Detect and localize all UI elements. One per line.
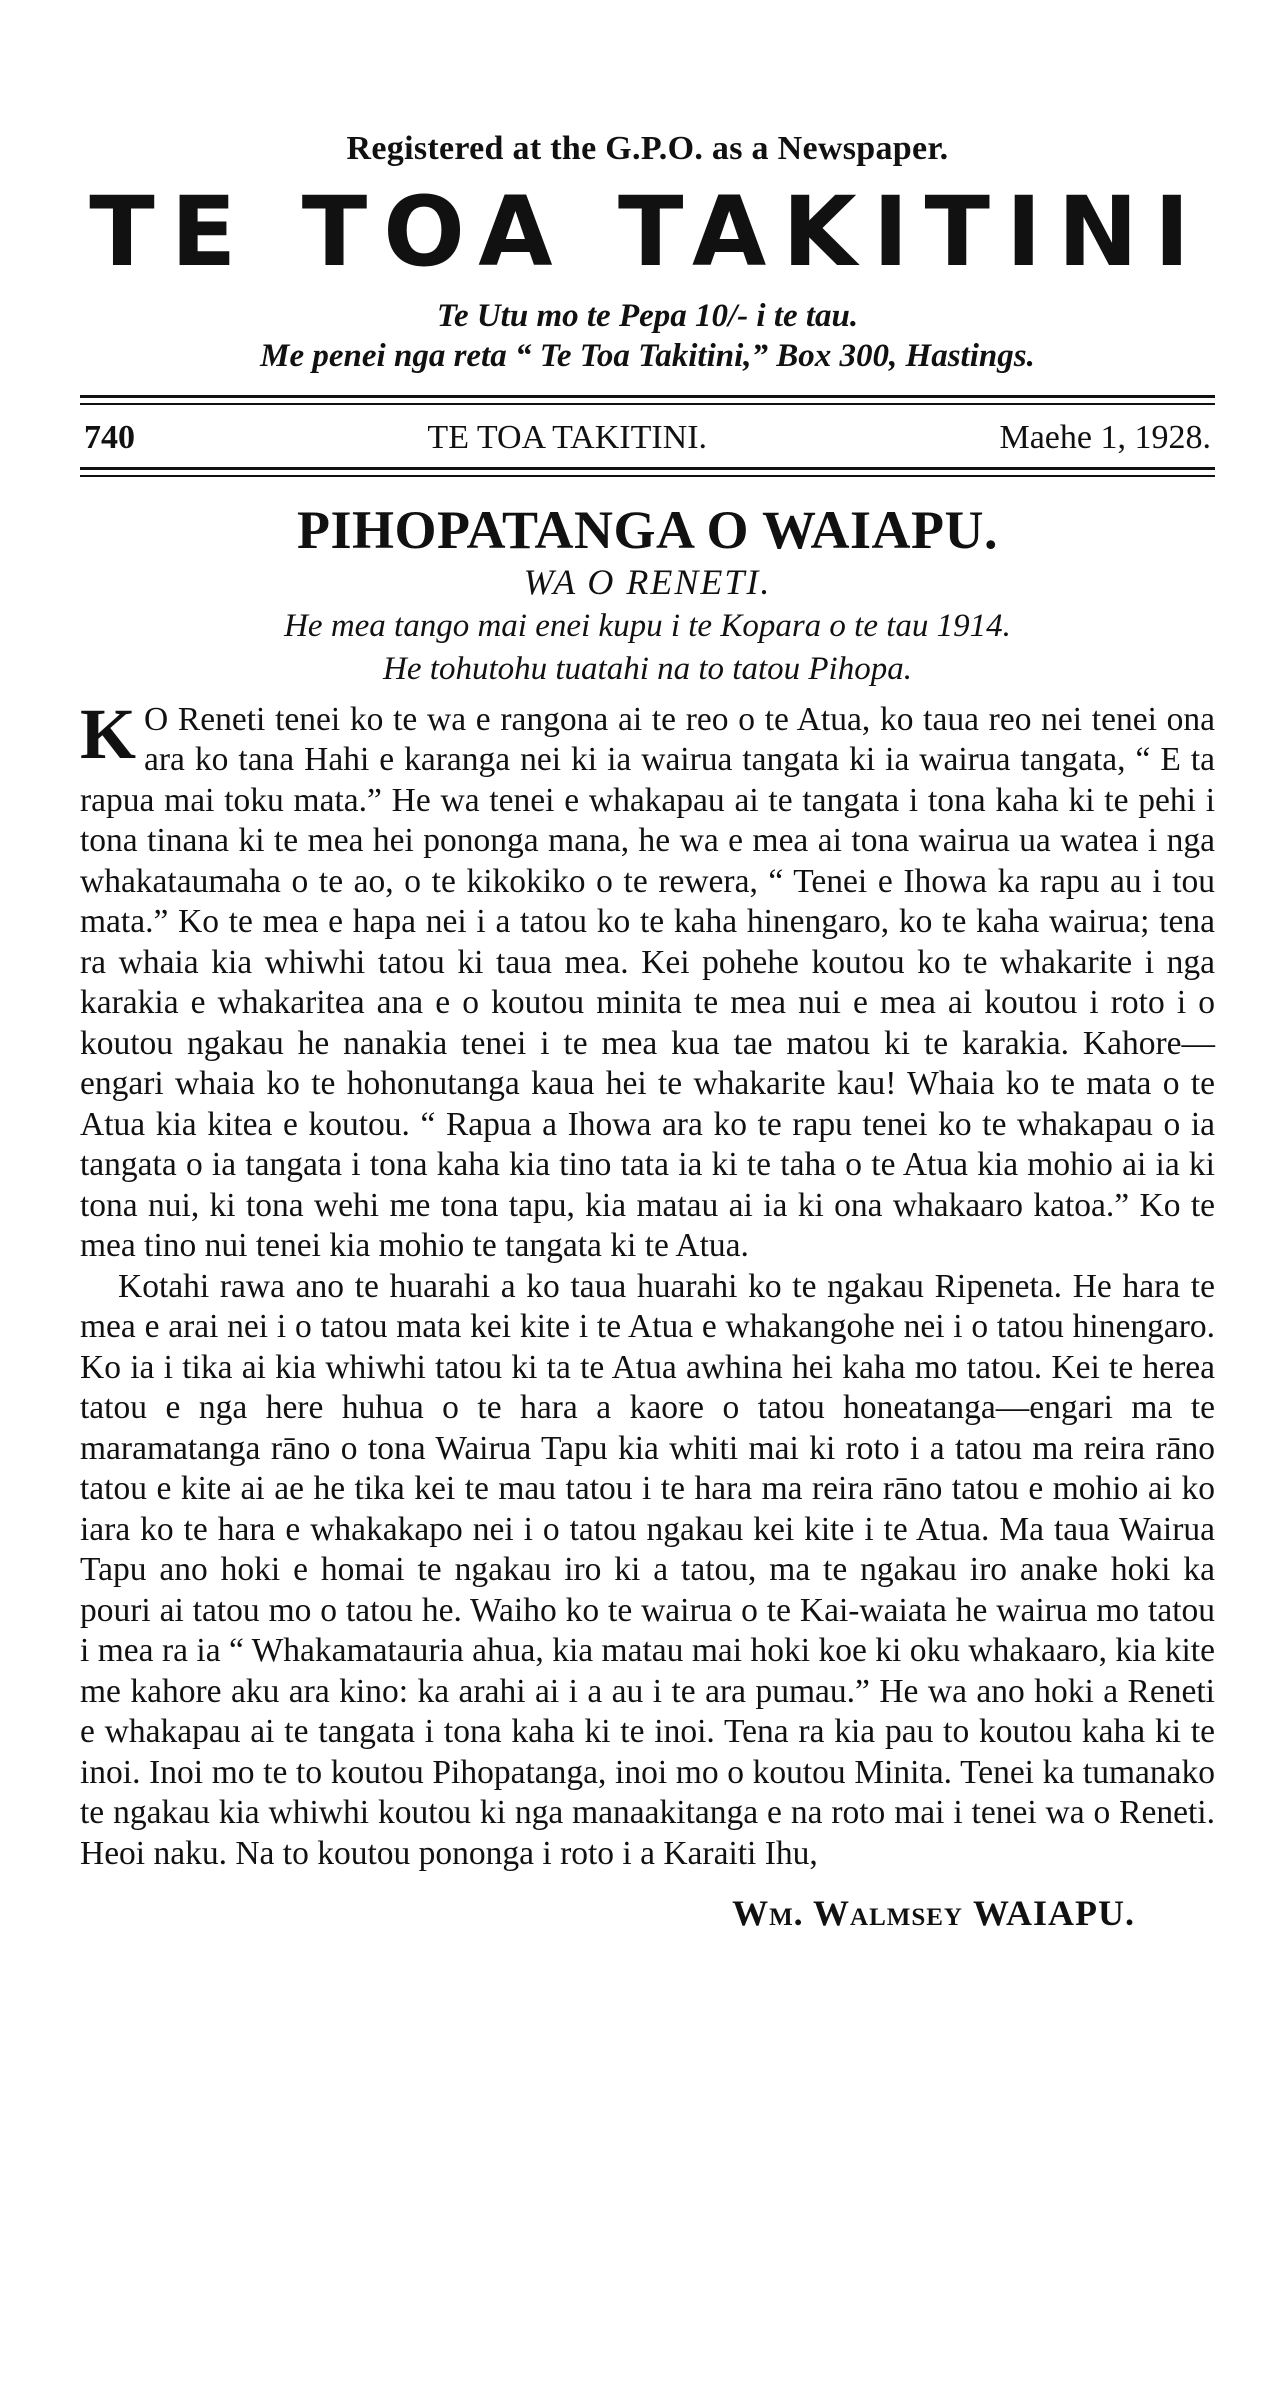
signature [80,1892,1135,1934]
paper-name: TE TOA TAKITINI. [427,418,708,456]
registration-notice: Registered at the G.P.O. as a Newspaper. [346,130,949,167]
paragraph-2: Kotahi rawa ano te huarahi a ko taua huarahi ko te ngakau Ripeneta. He hara te mea e arai nei i o tatou mata kei kite i te Atua e whakangohe nei i o tatou hinengaro. Ko ia i tika ai kia whiwhi tatou ki ta te Atua awhina hei kaha mo tatou. Kei te herea tatou e nga here huhua o te hara a kaore o tatou honeatanga—engari ma te maramatanga rāno o tona Wairua Tapu kia whiti mai ki roto i a tatou ma reira rāno tatou e kite ai ae he tika kei te mau tatou i te hara ma reira rāno tatou e mohio ai ko iara ko te hara e whakakapo nei i o tatou ngakau kei kite i te Atua. Ma taua Wairua Tapu ano hoki e homai te ngakau iro ki a tatou, ma te ngakau iro anake hoki ka pouri ai tatou mo o tatou he. Waiho ko te wairua o te Kai-waiata he wairua mo tatou i mea ra ia “ Whakamatauria ahua, kia matau mai hoki koe ki oku whakaaro, kia kite me kahore aku ara kino: ka arahi ai i a au i te ara pumau.” He wa ano hoki a Reneti e whakapau ai te tangata i tona kaha ki te inoi. Tena ra kia pau to koutou kaha ki te inoi. Inoi mo te to koutou Pihopatanga, inoi mo o koutou Minita. Tenei ka tumanako te ngakau kia whiwhi koutou ki nga manaakitanga e na roto mai i tenei wa o Reneti. Heoi naku. Na to koutou pononga i roto i a Karaiti Ihu, [80,1267,1215,1872]
masthead-title: TE TOA TAKITINI [89,176,1206,288]
article-subtitle: WA O RENETI. [523,561,772,602]
drop-cap: K [80,693,137,774]
issue-date: Maehe 1, 1928. [999,418,1211,456]
page-number: 740 [84,418,135,456]
article-body [80,693,1215,1875]
signature-surname: WAIAPU. [972,1893,1135,1934]
paragraph-1-text: O Reneti tenei ko te wa e rangona ai te reo o te Atua, ko taua reo nei tenei ona ara ko tana Hahi e karanga nei ki ia wairua tangata ki ia wairua tangata, “ E ta rapua mai toku mata.” He wa tenei e whakapau ai te tangata i tona kaha ki te pehi i tona tinana ki te mea hei pononga mana, he wa e mea ai tona wairua ua watea i nga whakataumaha o te ao, o te kikokiko o te rewera, “ Tenei e Ihowa ka rapu au i tou mata.” Ko te mea e hapa nei i a tatou ko te kaha hinengaro, ko te kaha wairua; tena ra whaia kia whiwhi tatou ki taua mea. Kei pohehe koutou ko te whakarite i nga karakia e whakaritea ana e o koutou minita te mea nui e mea ai koutou i roto i o koutou ngakau he nanakia tenei i te mea kua tae matou ki te karakia. Kahore—engari whaia ko te hohonutanga kaua hei te whakarite kau! Whaia ko te mata o te Atua kia kitea e koutou. “ Rapua a Ihowa ara ko te rapu tenei ko te whakapau o ia tangata o ia tangata i tona kaha kia tino tata ia ki te taha o te Atua kia mohio ai ia ki tona nui, ki tona wehi me tona tapu, kia matau ai ia ki ona whakaaro katoa.” Ko te mea tino nui tenei kia mohio te tangata ki te Atua. [80,700,1215,1265]
folio-rule [80,467,1215,477]
subscription-line: Te Utu mo te Pepa 10/- i te tau. [436,298,859,334]
signature-name: Wm. Walmsey [732,1893,963,1934]
article-title: PIHOPATANGA O WAIAPU. [296,499,999,560]
paragraph-1 [80,693,1215,1267]
header-rule [80,395,1215,405]
folio-line [80,405,1215,467]
address-line: Me penei nga reta “ Te Toa Takitini,” Box 300, Hastings. [260,338,1035,375]
intro-line-2: He tohutohu tuatahi na to tatou Pihopa. [383,651,912,688]
intro-line-1: He mea tango mai enei kupu i te Kopara o te tau 1914. [284,607,1011,644]
